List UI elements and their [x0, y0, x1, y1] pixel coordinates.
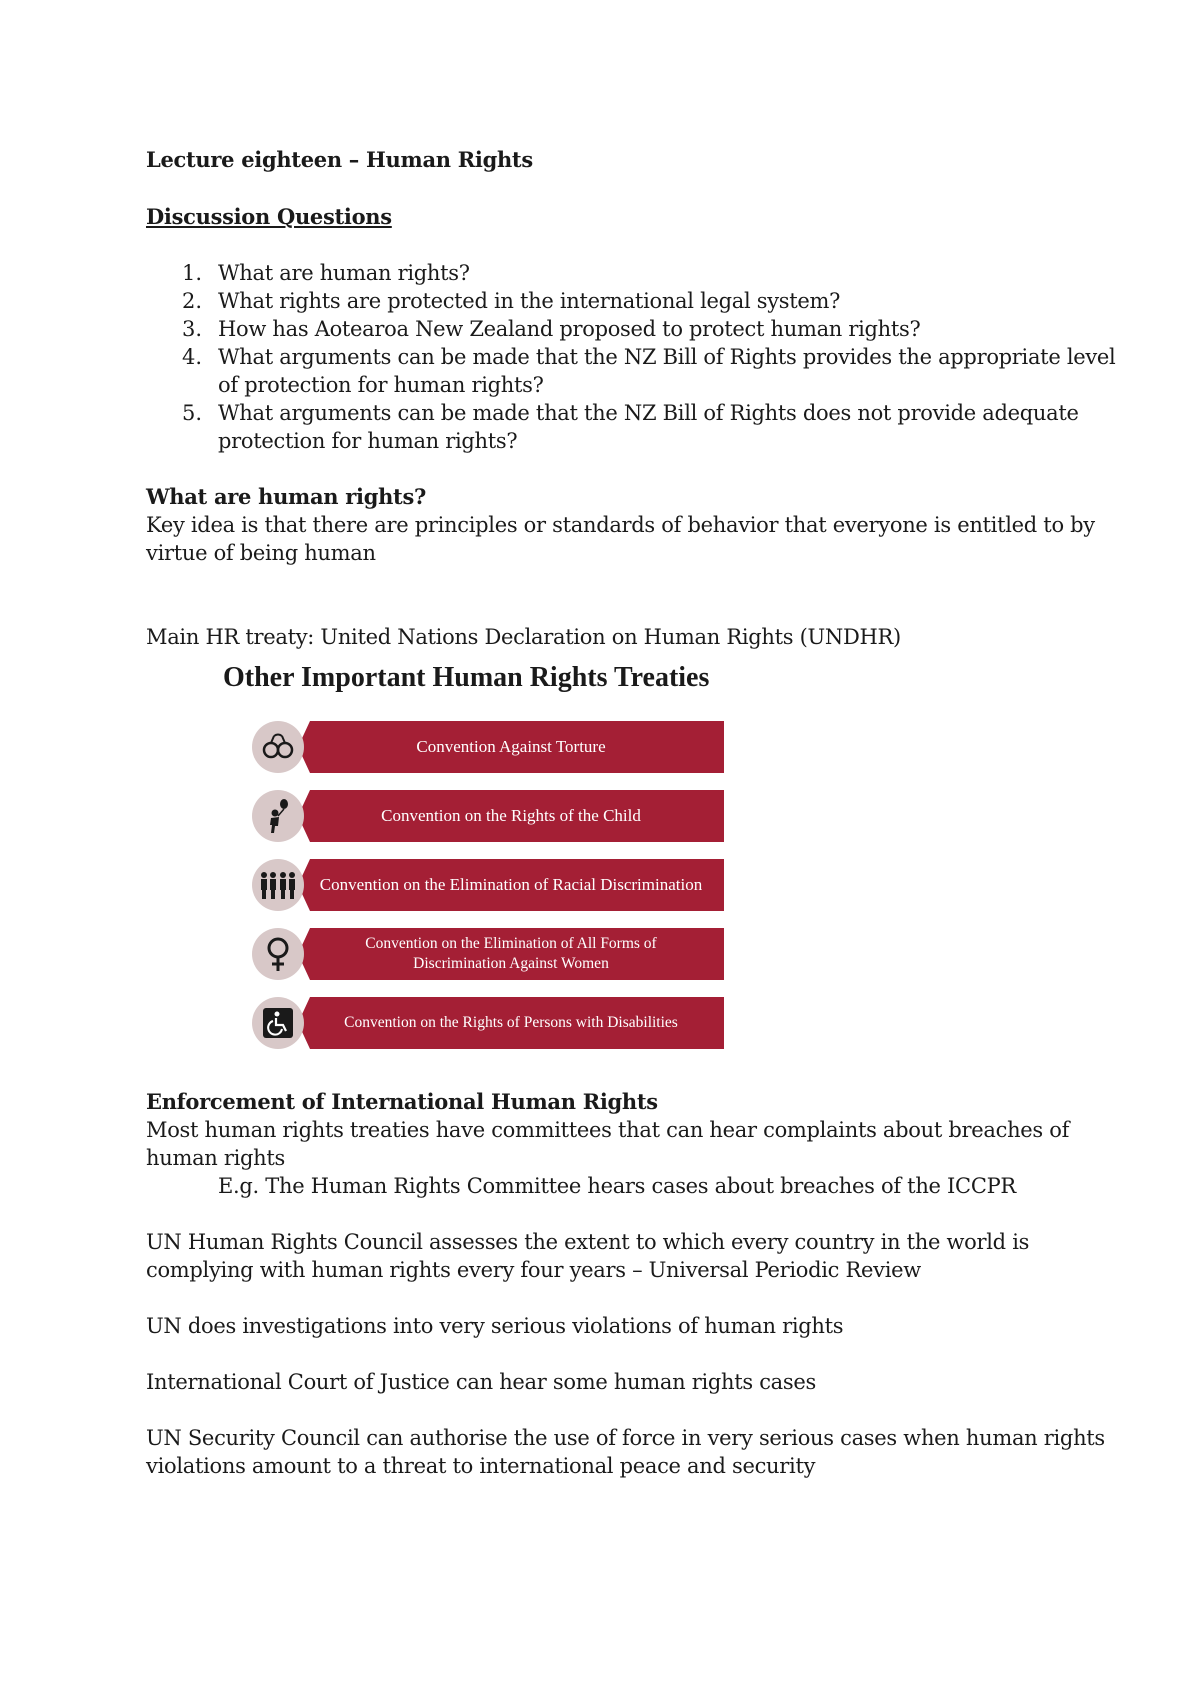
paragraph: complying with human rights every four years – Universal Periodic Review: [146, 1258, 921, 1282]
paragraph: UN does investigations into very serious violations of human rights: [146, 1314, 844, 1338]
body-text: human rights: [146, 1146, 286, 1170]
list-item-number: 3.: [182, 317, 203, 341]
example-text: E.g. The Human Rights Committee hears cases about breaches of the ICCPR: [218, 1174, 1016, 1198]
child-balloon-icon: [252, 790, 304, 842]
section-heading-enforcement: Enforcement of International Human Rights: [146, 1089, 658, 1114]
treaty-item: [252, 790, 724, 842]
female-symbol-icon: [252, 928, 304, 980]
list-item: How has Aotearoa New Zealand proposed to protect human rights?: [218, 317, 921, 341]
treaty-label: Convention Against Torture: [416, 737, 606, 756]
paragraph: UN Human Rights Council assesses the extent to which every country in the world is: [146, 1230, 1030, 1254]
paragraph: UN Security Council can authorise the use of force in very serious cases when human rights: [146, 1426, 1105, 1450]
list-item: What arguments can be made that the NZ Bill of Rights provides the appropriate level: [218, 345, 1116, 369]
paragraph: violations amount to a threat to international peace and security: [146, 1454, 816, 1478]
discussion-heading: Discussion Questions: [146, 204, 392, 229]
treaty-label: Convention on the Elimination of All Forms of Discrimination Against Women: [365, 935, 657, 972]
main-treaty-text: Main HR treaty: United Nations Declaration on Human Rights (UNDHR): [146, 625, 901, 649]
list-item-number: 5.: [182, 401, 203, 425]
body-text: Most human rights treaties have committees that can hear complaints about breaches of: [146, 1118, 1070, 1142]
list-item-number: 2.: [182, 289, 203, 313]
list-item-number: 4.: [182, 345, 203, 369]
list-item-number: 1.: [182, 261, 203, 285]
list-item-continuation: protection for human rights?: [218, 429, 518, 453]
paragraph: International Court of Justice can hear some human rights cases: [146, 1370, 816, 1394]
list-item: What are human rights?: [218, 261, 470, 285]
list-item: What arguments can be made that the NZ Bill of Rights does not provide adequate: [218, 401, 1079, 425]
handcuffs-icon: [252, 721, 304, 773]
body-text: virtue of being human: [146, 541, 376, 565]
infographic-title: Other Important Human Rights Treaties: [223, 662, 710, 693]
treaty-item: [252, 997, 724, 1049]
treaty-label: Convention on the Rights of Persons with Disabilities: [344, 1014, 678, 1031]
treaty-item: [252, 928, 724, 980]
page-title: Lecture eighteen – Human Rights: [146, 147, 533, 172]
treaty-label: Convention on the Elimination of Racial Discrimination: [319, 875, 703, 894]
people-group-icon: [252, 859, 304, 911]
body-text: Key idea is that there are principles or standards of behavior that everyone is entitled to by: [146, 513, 1095, 537]
treaty-label: Convention on the Rights of the Child: [381, 806, 641, 825]
list-item-continuation: of protection for human rights?: [218, 373, 544, 397]
treaty-item: [252, 721, 724, 773]
section-heading-human-rights: What are human rights?: [146, 484, 426, 509]
wheelchair-icon: [252, 997, 304, 1049]
list-item: What rights are protected in the international legal system?: [218, 289, 841, 313]
treaty-item: [252, 859, 724, 911]
